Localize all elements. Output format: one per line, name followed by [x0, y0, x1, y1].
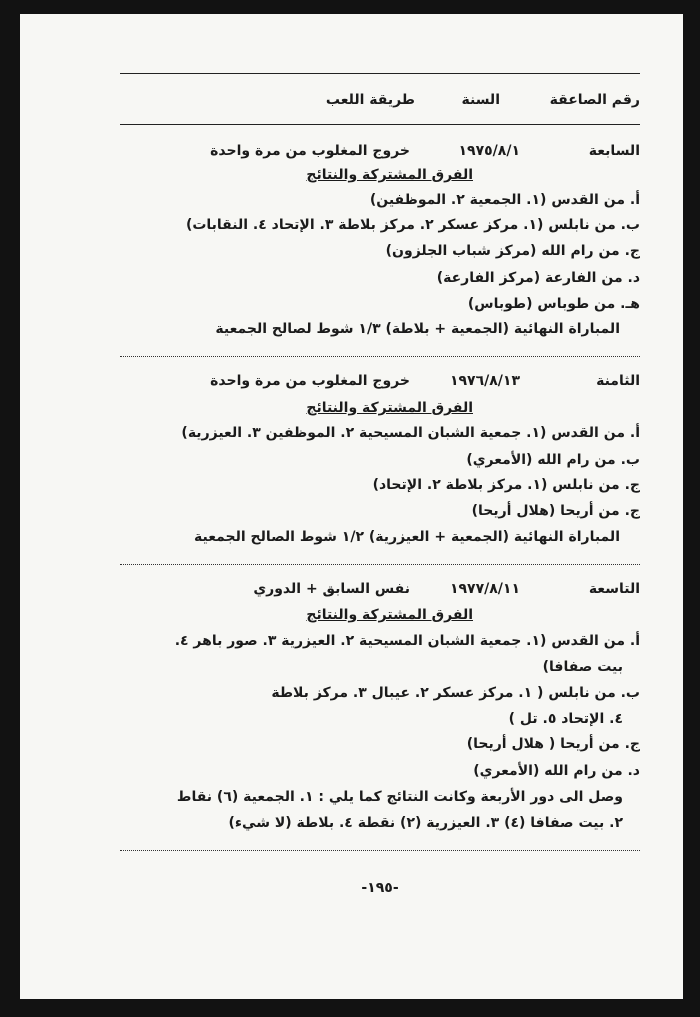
- section-method: خروج المغلوب من مرة واحدة: [210, 143, 410, 159]
- top-rule: [120, 73, 640, 74]
- section-divider: [120, 564, 640, 565]
- header-rule: [120, 124, 640, 125]
- page-content: [120, 14, 640, 999]
- list-item: أ. من القدس (١. الجمعية ٢. الموظفين): [369, 192, 640, 208]
- list-item: ج. من نابلس (١. مركز بلاطة ٢. الإتحاد): [372, 477, 640, 493]
- section-divider: [120, 356, 640, 357]
- final-match: المباراة النهائية (الجمعية + بلاطة) ١/٣ شوط لصالح الجمعية: [215, 321, 620, 337]
- page-number: -١٩٥-: [361, 880, 399, 896]
- section-date: ١٩٧٥/٨/١: [458, 143, 520, 159]
- list-item: ج. من أريحا (هلال أريحا): [471, 503, 640, 519]
- document-page: [20, 14, 683, 999]
- header-number: رقم الصاعقة: [549, 92, 640, 108]
- section-title: السابعة: [588, 143, 640, 159]
- list-item: ج. من رام الله (مركز شباب الجلزون): [385, 243, 640, 259]
- list-item: ج. من أريحا ( هلال أريحا): [466, 736, 640, 752]
- section-subtitle: الفرق المشتركة والنتائج: [306, 400, 473, 416]
- list-item: هـ. من طوباس (طوباس): [467, 296, 640, 312]
- list-item: وصل الى دور الأربعة وكانت النتائج كما يلي : ١. الجمعية (٦) نقاط: [176, 789, 623, 805]
- list-item: ب. من نابلس ( ١. مركز عسكر ٢. عيبال ٣. مركز بلاطة: [271, 685, 640, 701]
- list-item: د. من الفارعة (مركز الفارعة): [436, 270, 640, 286]
- section-divider: [120, 850, 640, 851]
- list-item: ب. من رام الله (الأمعري): [466, 452, 640, 468]
- section-subtitle: الفرق المشتركة والنتائج: [306, 607, 473, 623]
- section-date: ١٩٧٧/٨/١١: [449, 581, 520, 597]
- section-title: التاسعة: [588, 581, 640, 597]
- section-title: الثامنة: [596, 373, 640, 389]
- list-item: د. من رام الله (الأمعري): [473, 763, 640, 779]
- list-item: أ. من القدس (١. جمعية الشبان المسيحية ٢. الموظفين ٣. العيزرية): [181, 425, 640, 441]
- section-subtitle: الفرق المشتركة والنتائج: [306, 167, 473, 183]
- list-item: ٤. الإتحاد ٥. تل ): [508, 711, 623, 727]
- list-item: بيت صفافا): [542, 659, 623, 675]
- list-item: ب. من نابلس (١. مركز عسكر ٢. مركز بلاطة ٣. الإتحاد ٤. النقابات): [185, 217, 640, 233]
- header-year: السنة: [461, 92, 500, 108]
- list-item: أ. من القدس (١. جمعية الشبان المسيحية ٢. العيزرية ٣. صور باهر ٤.: [174, 633, 640, 649]
- header-method: طريقة اللعب: [325, 92, 415, 108]
- section-date: ١٩٧٦/٨/١٣: [449, 373, 520, 389]
- final-match: المباراة النهائية (الجمعية + العيزرية) ١/٢ شوط الصالح الجمعية: [193, 529, 620, 545]
- list-item: ٢. بيت صفافا (٤) ٣. العيزرية (٢) نقطة ٤. بلاطة (لا شيء): [228, 815, 623, 831]
- section-method: نفس السابق + الدوري: [253, 581, 410, 597]
- section-method: خروج المغلوب من مرة واحدة: [210, 373, 410, 389]
